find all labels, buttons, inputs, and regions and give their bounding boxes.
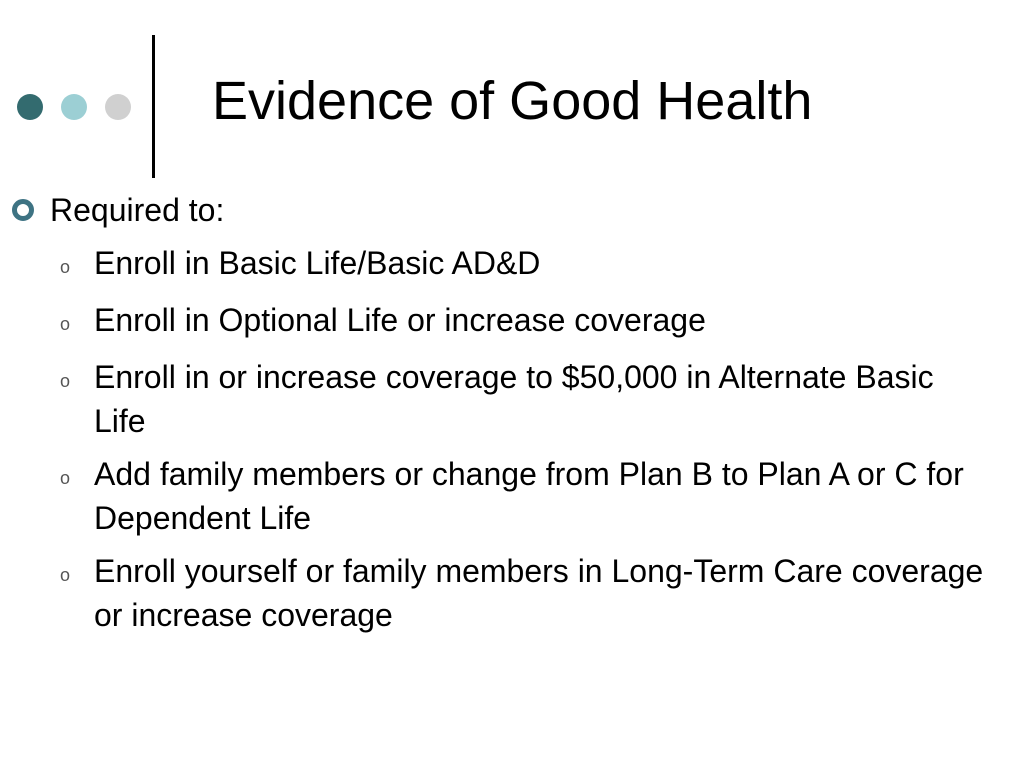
hollow-circle-bullet-icon: o — [60, 257, 71, 277]
list-item — [60, 355, 990, 443]
hollow-circle-bullet-icon: o — [60, 565, 71, 585]
sub-bullet-list — [60, 241, 990, 646]
list-item-text: Enroll in Basic Life/Basic AD&D — [94, 245, 541, 281]
list-item — [60, 549, 990, 637]
list-item-text: Enroll in Optional Life or increase coverage — [94, 302, 706, 338]
list-item — [60, 298, 990, 346]
title-decoration-dots — [17, 94, 149, 120]
list-item-text: Enroll yourself or family members in Long-Term Care coverage or increase coverage — [94, 553, 984, 633]
bullet-required-to — [12, 188, 224, 232]
slide-title: Evidence of Good Health — [212, 71, 813, 131]
decorative-dot-icon — [105, 94, 131, 120]
list-item-text: Add family members or change from Plan B to Plan A or C for Dependent Life — [94, 456, 964, 536]
hollow-circle-bullet-icon: o — [60, 314, 71, 334]
list-item — [60, 452, 990, 540]
hollow-circle-bullet-icon: o — [60, 371, 71, 391]
decorative-dot-icon — [17, 94, 43, 120]
circle-bullet-icon — [12, 199, 34, 221]
list-item — [60, 241, 990, 289]
decorative-dot-icon — [61, 94, 87, 120]
bullet-text: Required to: — [50, 192, 225, 228]
title-divider — [152, 35, 155, 178]
hollow-circle-bullet-icon: o — [60, 468, 71, 488]
list-item-text: Enroll in or increase coverage to $50,000 in Alternate Basic Life — [94, 359, 934, 439]
